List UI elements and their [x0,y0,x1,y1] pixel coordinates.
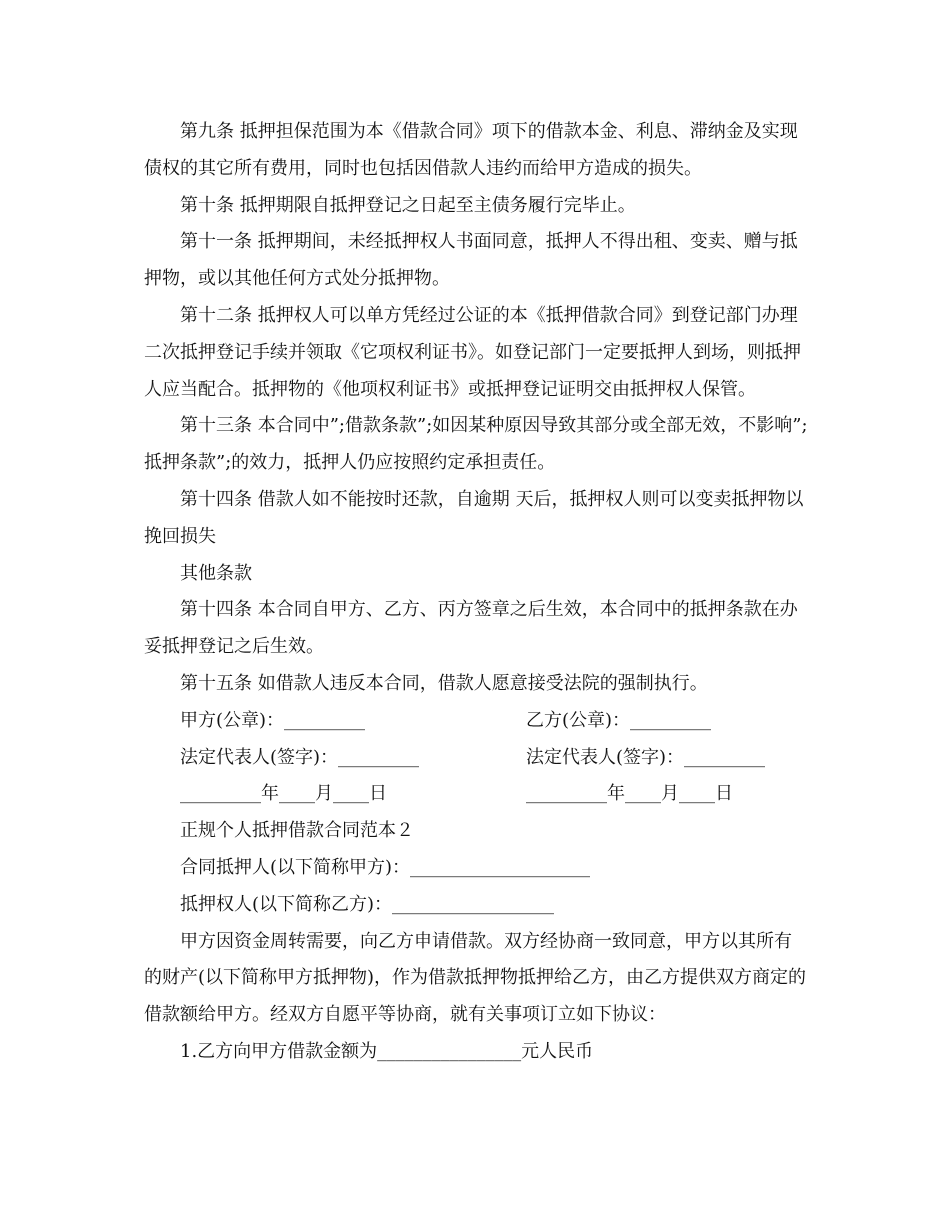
preamble-paragraph: 甲方因资金周转需要，向乙方申请借款。双方经协商一致同意，甲方以其所有的财产(以下简称甲方抵押物)，作为借款抵押物抵押给乙方，由乙方提供双方商定的借款额给甲方。经双方自愿平等协商，就有关事项订立如下协议： [144,930,807,1026]
mortgagor-line: 合同抵押人(以下简称甲方)：____________________ [180,856,591,878]
clause-14-effectiveness: 第十四条 本合同自甲方、乙方、丙方签章之后生效，本合同中的抵押条款在办妥抵押登记之后生效。 [144,599,798,658]
mortgagee-line: 抵押权人(以下简称乙方)：__________________ [180,893,555,915]
document-body [144,114,808,1071]
party-b-date-line: _________年____月____日 [526,783,733,805]
item-1-loan-amount: 1.乙方向甲方借款金额为________________元人民币 [180,1040,594,1062]
clause-9: 第九条 抵押担保范围为本《借款合同》项下的借款本金、利息、滞纳金及实现债权的其它所有费用，同时也包括因借款人违约而给甲方造成的损失。 [144,121,798,179]
section-heading-other-clauses: 其他条款 [180,562,252,584]
party-a-representative-line: 法定代表人(签字)：_________ [180,746,420,768]
template-2-title: 正规个人抵押借款合同范本２ [180,820,414,842]
clause-13: 第十三条 本合同中”;借款条款”;如因某种原因导致其部分或全部无效，不影响”;抵押条款”;的效力，抵押人仍应按照约定承担责任。 [144,415,808,474]
party-a-seal-line: 甲方(公章)：_________ [180,709,366,731]
clause-12: 第十二条 抵押权人可以单方凭经过公证的本《抵押借款合同》到登记部门办理二次抵押登记手续并领取《它项权利证书》。如登记部门一定要抵押人到场，则抵押人应当配合。抵押物的《他项权利证书》或抵押登记证明交由抵押权人保管。 [144,304,801,400]
clause-11: 第十一条 抵押期间，未经抵押权人书面同意，抵押人不得出租、变卖、赠与抵押物，或以其他任何方式处分抵押物。 [144,231,798,290]
signature-row-date [144,776,808,813]
clause-14-repayment: 第十四条 借款人如不能按时还款，自逾期 天后，抵押权人则可以变卖抵押物以挽回损失 [144,488,804,547]
clause-10: 第十条 抵押期限自抵押登记之日起至主债务履行完毕止。 [180,194,636,216]
party-a-date-line: _________年____月____日 [180,783,387,805]
party-b-seal-line: 乙方(公章)：_________ [526,709,712,731]
signature-row-seal [144,703,808,740]
signature-row-representative [144,740,808,777]
clause-15: 第十五条 如借款人违反本合同，借款人愿意接受法院的强制执行。 [180,672,708,694]
party-b-representative-line: 法定代表人(签字)：_________ [526,746,766,768]
